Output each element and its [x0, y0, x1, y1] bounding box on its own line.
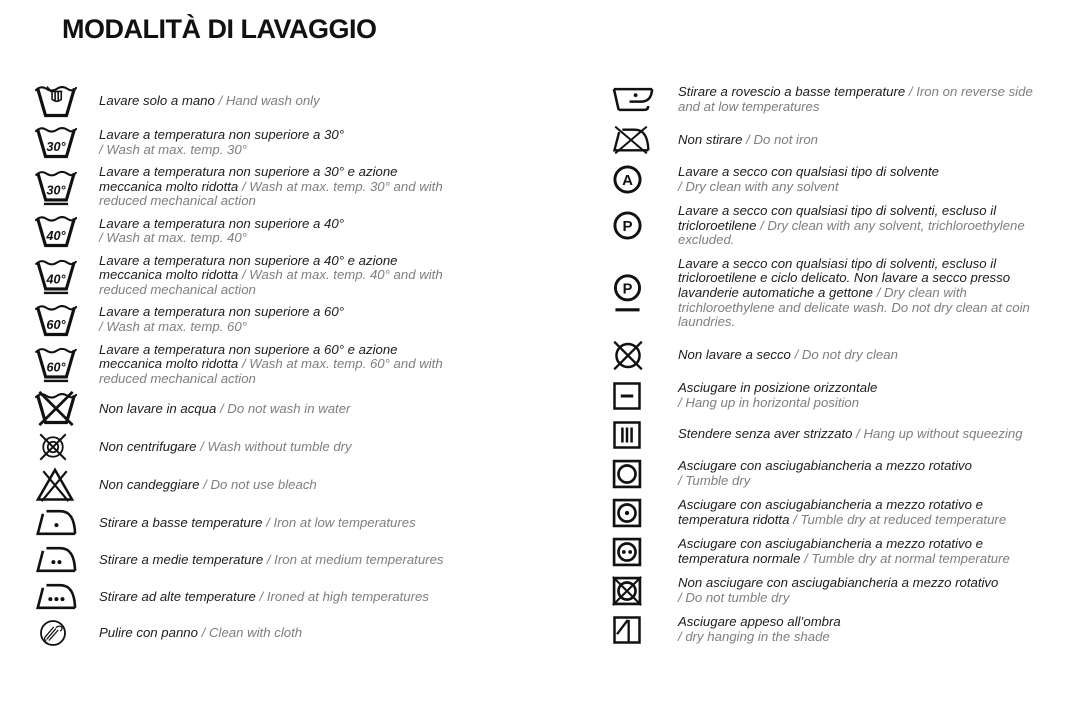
clean-with-cloth-icon: [35, 617, 85, 649]
italian-label: Lavare a secco con qualsiasi tipo di solventi, escluso il tricloroetilene: [678, 203, 997, 233]
svg-text:P: P: [622, 281, 633, 298]
care-item-text: [99, 305, 464, 334]
care-item-row: [612, 339, 1052, 372]
wash-30-tub-icon: [35, 124, 85, 161]
english-label: / Tumble dry at reduced temperature: [793, 511, 1007, 527]
svg-text:60°: 60°: [46, 317, 66, 332]
svg-text:40°: 40°: [46, 272, 66, 287]
care-item-row: [612, 459, 1052, 489]
wash-60-tub-icon: [35, 302, 85, 339]
italian-label: Non asciugare con asciugabiancheria a mezzo rotativo: [678, 575, 999, 591]
care-item-text: [678, 348, 1052, 363]
care-item-text: [99, 553, 464, 568]
wash-40-reduced-tub-icon: [35, 257, 85, 295]
italian-label: Lavare a temperatura non superiore a 30° e azione meccanica molto ridotta: [99, 164, 398, 194]
tumble-dry-icon: [612, 459, 662, 489]
iron-reverse-icon: [612, 83, 662, 116]
care-item-row: [612, 204, 1052, 248]
care-item-row: [612, 576, 1052, 606]
english-label: / Wash without tumble dry: [200, 439, 352, 455]
care-item-text: [678, 498, 1052, 527]
legend-column-left: [35, 83, 464, 649]
italian-label: Non centrifugare: [99, 439, 197, 455]
care-item-row: [612, 498, 1052, 528]
wash-60-reduced-tub-icon: [35, 345, 85, 383]
english-label: / Wash at max. temp. 30°: [99, 141, 247, 157]
care-item-text: [678, 381, 1052, 410]
legend-columns: [0, 83, 1090, 649]
italian-label: Lavare a temperatura non superiore a 40°: [99, 215, 344, 231]
do-not-wash-icon: [35, 390, 85, 427]
wash-30-reduced-tub-icon: [35, 168, 85, 206]
italian-label: Lavare a secco con qualsiasi tipo di solventi, escluso il tricloroetilene e ciclo delicato. Non lavare a secco presso lavanderie automatiche a gettone: [678, 255, 1011, 300]
care-item-text: [678, 85, 1052, 114]
italian-label: Stendere senza aver strizzato: [678, 426, 853, 442]
iron-medium-icon: [35, 543, 85, 576]
italian-label: Stirare a medie temperature: [99, 551, 264, 567]
care-item-row: [35, 506, 464, 539]
svg-text:30°: 30°: [46, 139, 66, 154]
dry-clean-any-solvent-icon: [612, 164, 662, 195]
dry-clean-p-icon: [612, 210, 662, 241]
italian-label: Lavare a temperatura non superiore a 30°: [99, 126, 344, 142]
do-not-tumble-dry-icon: [612, 576, 662, 606]
care-item-text: [99, 343, 464, 387]
english-label: / Iron at medium temperatures: [266, 551, 444, 567]
care-item-text: [678, 165, 1052, 194]
english-label: / Wash at max. temp. 30° and with reduced mechanical action: [99, 178, 443, 209]
english-label: / Tumble dry at normal temperature: [804, 550, 1010, 566]
italian-label: Non candeggiare: [99, 476, 200, 492]
care-item-row: [612, 257, 1052, 330]
care-item-text: [678, 257, 1052, 330]
italian-label: Lavare solo a mano: [99, 93, 215, 109]
english-label: / Hang up in horizontal position: [678, 394, 860, 410]
legend-column-right: [612, 83, 1052, 649]
care-item-row: [35, 543, 464, 576]
care-item-row: [35, 254, 464, 298]
page-title: MODALITÀ DI LAVAGGIO: [62, 14, 377, 44]
english-label: / Tumble dry: [678, 472, 751, 488]
english-label: / Dry clean with any solvent, trichloroethylene excluded.: [678, 217, 1025, 248]
do-not-spin-icon: [35, 431, 85, 463]
do-not-wring-icon: [612, 420, 662, 450]
do-not-dry-clean-icon: [612, 339, 662, 372]
english-label: / Iron on reverse side and at low temperatures: [678, 83, 1033, 114]
english-label: / Dry clean with trichloroethylene and delicate wash. Do not dry clean at coin laundries.: [678, 284, 1030, 330]
care-item-text: [99, 478, 464, 493]
english-label: / dry hanging in the shade: [678, 628, 830, 644]
care-item-row: [35, 213, 464, 250]
italian-label: Lavare a secco con qualsiasi tipo di solvente: [678, 163, 939, 179]
italian-label: Asciugare in posizione orizzontale: [678, 380, 878, 396]
care-labels-page: [0, 14, 1090, 706]
care-item-row: [612, 420, 1052, 450]
english-label: / Dry clean with any solvent: [678, 178, 839, 194]
dry-clean-p-delicate-icon: [612, 274, 662, 312]
italian-label: Lavare a temperatura non superiore a 60°: [99, 304, 344, 320]
do-not-bleach-icon: [35, 467, 85, 502]
svg-text:30°: 30°: [46, 183, 66, 198]
care-item-text: [99, 217, 464, 246]
english-label: / Ironed at high temperatures: [259, 588, 429, 604]
care-item-text: [99, 165, 464, 209]
italian-label: Asciugare con asciugabiancheria a mezzo rotativo e temperatura normale: [678, 536, 983, 566]
english-label: / Clean with cloth: [201, 625, 303, 641]
care-item-text: [678, 459, 1052, 488]
care-item-row: [612, 615, 1052, 645]
care-item-text: [99, 590, 464, 605]
english-label: / Wash at max. temp. 60° and with reduced mechanical action: [99, 356, 443, 386]
care-item-text: [99, 626, 464, 641]
italian-label: Stirare a basse temperature: [99, 514, 263, 530]
italian-label: Lavare a temperatura non superiore a 60° e azione meccanica molto ridotta: [99, 341, 398, 372]
care-item-text: [678, 537, 1052, 566]
care-item-row: [612, 537, 1052, 567]
care-item-row: [612, 164, 1052, 195]
care-item-text: [99, 402, 464, 417]
svg-text:40°: 40°: [46, 228, 66, 243]
english-label: / Do not use bleach: [203, 476, 317, 492]
care-item-row: [35, 302, 464, 339]
care-item-text: [99, 516, 464, 531]
english-label: / Wash at max. temp. 40° and with reduced mechanical action: [99, 267, 443, 297]
care-item-row: [612, 125, 1052, 155]
english-label: / Iron at low temperatures: [266, 514, 416, 530]
italian-label: Stirare ad alte temperature: [99, 588, 256, 604]
care-item-text: [678, 615, 1052, 644]
care-item-row: [35, 343, 464, 387]
italian-label: Asciugare con asciugabiancheria a mezzo rotativo e temperatura ridotta: [678, 497, 983, 527]
care-item-row: [35, 617, 464, 649]
care-item-row: [35, 580, 464, 613]
iron-low-icon: [35, 506, 85, 539]
care-item-row: [612, 381, 1052, 411]
svg-text:P: P: [622, 218, 633, 236]
tumble-dry-low-icon: [612, 498, 662, 528]
italian-label: Non stirare: [678, 131, 743, 147]
care-item-text: [678, 427, 1052, 442]
english-label: / Do not tumble dry: [678, 589, 790, 605]
english-label: / Do not wash in water: [219, 400, 351, 416]
care-item-text: [678, 133, 1052, 148]
care-item-row: [612, 83, 1052, 116]
care-item-text: [99, 254, 464, 298]
care-item-row: [35, 165, 464, 209]
italian-label: Pulire con panno: [99, 625, 198, 641]
italian-label: Non lavare in acqua: [99, 400, 217, 416]
italian-label: Stirare a rovescio a basse temperature: [678, 83, 906, 99]
italian-label: Asciugare appeso all’ombra: [678, 614, 841, 630]
tumble-dry-normal-icon: [612, 537, 662, 567]
care-item-text: [678, 576, 1052, 605]
italian-label: Asciugare con asciugabiancheria a mezzo rotativo: [678, 458, 972, 474]
iron-high-icon: [35, 580, 85, 613]
dry-flat-icon: [612, 381, 662, 411]
english-label: / Hand wash only: [218, 93, 320, 109]
english-label: / Do not dry clean: [794, 346, 898, 362]
care-item-text: [678, 204, 1052, 248]
italian-label: Non lavare a secco: [678, 346, 791, 362]
care-item-row: [35, 431, 464, 463]
english-label: / Wash at max. temp. 40°: [99, 230, 247, 246]
care-item-text: [99, 94, 464, 109]
svg-text:A: A: [622, 171, 633, 189]
english-label: / Wash at max. temp. 60°: [99, 319, 247, 335]
care-item-row: [35, 467, 464, 502]
italian-label: Lavare a temperatura non superiore a 40° e azione meccanica molto ridotta: [99, 252, 398, 283]
wash-40-tub-icon: [35, 213, 85, 250]
care-item-row: [35, 390, 464, 427]
care-item-row: [35, 124, 464, 161]
care-item-text: [99, 128, 464, 157]
english-label: / Do not iron: [746, 131, 819, 147]
hand-wash-tub-icon: [35, 83, 85, 120]
care-item-text: [99, 440, 464, 455]
care-item-row: [35, 83, 464, 120]
dry-in-shade-icon: [612, 615, 662, 645]
english-label: / Hang up without squeezing: [856, 426, 1023, 442]
svg-text:60°: 60°: [46, 360, 66, 375]
do-not-iron-icon: [612, 125, 662, 155]
